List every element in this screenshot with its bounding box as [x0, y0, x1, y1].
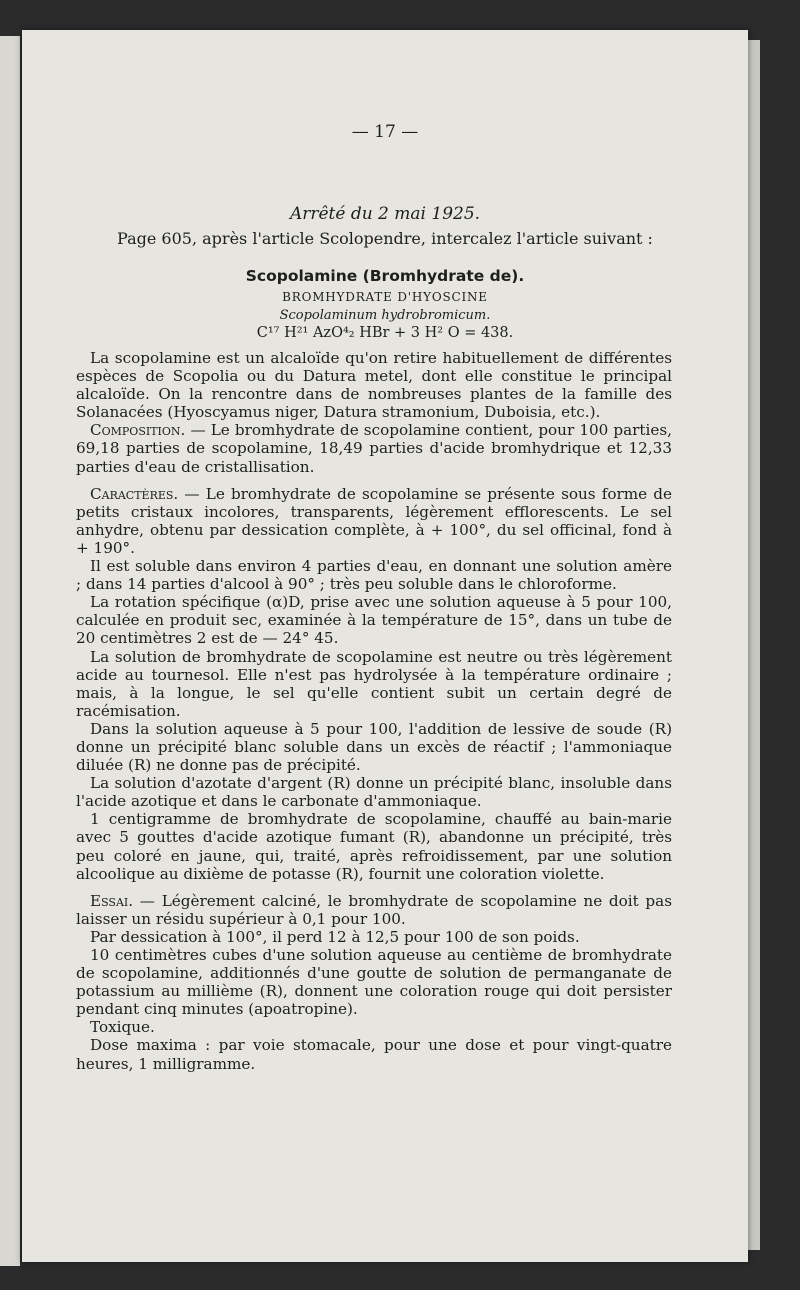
page-number: — 17 — [351, 122, 419, 142]
paragraph-description [76, 349, 672, 421]
paragraph-text: La scopolamine est un alcaloïde qu'on retire habituellement de différentes espèces de Scopolia ou du Datura metel, dont elle constitue le principal alcaloïde. On la rencontre dans de nombreuses plantes de la famille des Solanacées (Hyoscyamus niger, Datura stramonium, Duboisia, etc.). [76, 349, 672, 422]
paragraph-rotation [76, 593, 672, 647]
paragraph-dessication [76, 928, 672, 946]
document-page [22, 30, 748, 1262]
paragraph-azotique [76, 810, 672, 882]
decree-title: Arrêté du 2 mai 1925. [289, 204, 481, 224]
paragraph-text: La rotation spécifique (α)D, prise avec une solution aqueuse à 5 pour 100, calculée en produit sec, examinée à la température de 15°, dans un tube de 20 centimètres 2 est de — 24° 45. [76, 593, 672, 648]
paragraph-text: — Le bromhydrate de scopolamine contient, pour 100 parties, 69,18 parties de scopolamine, 18,49 parties d'acide bromhydrique et 12,33 parties d'eau de cristallisation. [76, 421, 672, 476]
paragraph-text: Dose maxima : par voie stomacale, pour une dose et pour vingt-quatre heures, 1 milligramme. [76, 1036, 672, 1073]
monograph-synonym: BROMHYDRATE D'HYOSCINE [282, 290, 488, 304]
paragraph-text: 1 centigramme de bromhydrate de scopolamine, chauffé au bain-marie avec 5 gouttes d'acide azotique fumant (R), abandonne un précipité, très peu coloré en jaune, qui, traité, après refroidissement, par une solution alcoolique au dixième de potasse (R), fournit une coloration violette. [76, 810, 672, 883]
chemical-formula: C¹⁷ H²¹ AzO⁴₂ HBr + 3 H² O = 438. [256, 325, 514, 341]
paragraph-label: Caractères. [90, 484, 179, 503]
paragraph-dose-maxima [76, 1036, 672, 1072]
page-edge-shadow [748, 40, 760, 1250]
paragraph-solubility [76, 557, 672, 593]
adjacent-page-edge [0, 36, 20, 1266]
paragraph-text: Par dessication à 100°, il perd 12 à 12,5 pour 100 de son poids. [90, 927, 580, 946]
paragraph-text: Il est soluble dans environ 4 parties d'eau, en donnant une solution amère ; dans 14 parties d'alcool à 90° ; très peu soluble dans le chloroforme. [76, 557, 672, 594]
paragraph-text: — Légèrement calciné, le bromhydrate de scopolamine ne doit pas laisser un résidu supérieur à 0,1 pour 100. [76, 891, 672, 928]
monograph-latin-name: Scopolaminum hydrobromicum. [279, 308, 491, 323]
paragraph-toxique [76, 1018, 672, 1036]
paragraph-permanganate [76, 946, 672, 1018]
paragraph-composition [76, 421, 672, 475]
paragraph-soude [76, 720, 672, 774]
paragraph-caracteres [76, 485, 672, 557]
intro-line: Page 605, après l'article Scolopendre, intercalez l'article suivant : [117, 229, 653, 248]
paragraph-essai [76, 892, 672, 928]
paragraph-text: Dans la solution aqueuse à 5 pour 100, l'addition de lessive de soude (R) donne un précipité blanc soluble dans un excès de réactif ; l'ammoniaque diluée (R) ne donne pas de précipité. [76, 719, 672, 775]
paragraph-label: Essai. [90, 891, 134, 910]
paragraph-text: La solution d'azotate d'argent (R) donne un précipité blanc, insoluble dans l'acide azotique et dans le carbonate d'ammoniaque. [76, 774, 672, 811]
paragraph-label: Composition. [90, 421, 186, 440]
paragraph-text: 10 centimètres cubes d'une solution aqueuse au centième de bromhydrate de scopolamine, additionnés d'une goutte de solution de permanganate de potassium au millième (R), donnent une coloration rouge qui doit persister pendant cinq minutes (apoatropine). [76, 946, 672, 1019]
paragraph-argent [76, 774, 672, 810]
monograph-title: Scopolamine (Bromhydrate de). [245, 267, 525, 285]
paragraph-text: Toxique. [90, 1018, 155, 1037]
paragraph-neutrality [76, 648, 672, 720]
monograph-body [76, 349, 672, 1073]
paragraph-text: La solution de bromhydrate de scopolamine est neutre ou très légèrement acide au tournesol. Elle n'est pas hydrolysée à la température ordinaire ; mais, à la longue, le sel qu'elle contient subit un certain degré de racémisation. [76, 647, 672, 720]
paragraph-text: — Le bromhydrate de scopolamine se présente sous forme de petits cristaux incolores, transparents, légèrement efflorescents. Le sel anhydre, obtenu par dessication complète, à + 100°, du sel officinal, fond à + 190°. [76, 484, 672, 557]
